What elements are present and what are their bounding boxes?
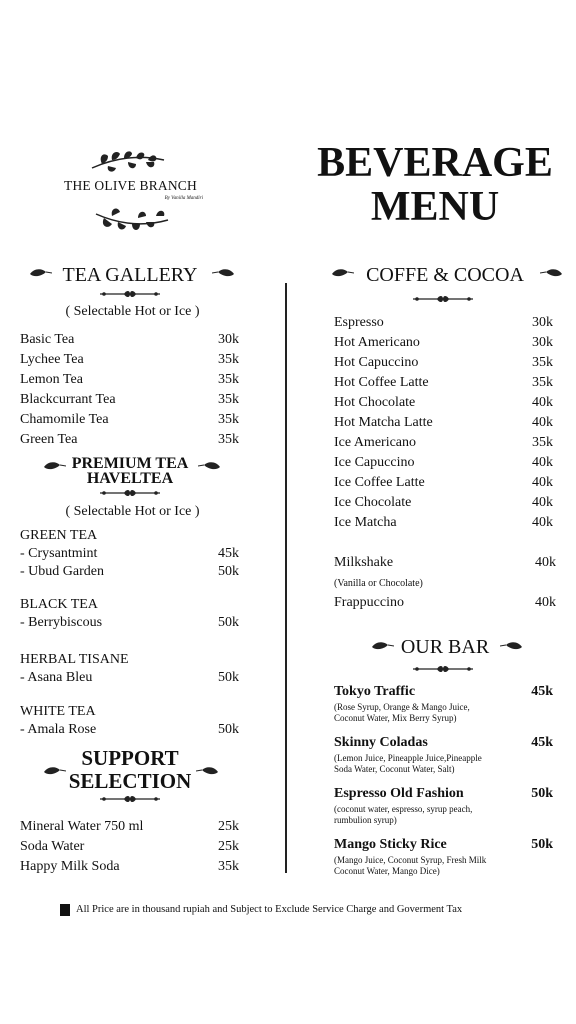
menu-title-line1: BEVERAGE xyxy=(317,140,553,186)
menu-item xyxy=(20,838,239,856)
item-price: 40k xyxy=(535,595,556,610)
bar-title: OUR BAR xyxy=(400,636,490,658)
premium-title-line2: HAVELTEA xyxy=(86,470,174,487)
item-name: HERBAL TISANE xyxy=(20,652,129,667)
menu-item xyxy=(334,414,553,432)
item-description: (Rose Syrup, Orange & Mango Juice, xyxy=(334,702,470,712)
item-description: Coconut Water, Mango Dice) xyxy=(334,866,440,876)
item-description: (Lemon Juice, Pineapple Juice,Pineapple xyxy=(334,753,482,763)
menu-item xyxy=(20,703,239,721)
footer-note: All Price are in thousand rupiah and Subject to Exclude Service Charge and Goverment Tax xyxy=(76,904,463,915)
item-name: Hot Capuccino xyxy=(334,355,419,370)
item-name: Mango Sticky Rice xyxy=(334,837,447,852)
support-title-line2: SELECTION xyxy=(68,769,192,793)
item-name: - Asana Bleu xyxy=(20,670,93,685)
item-name: BLACK TEA xyxy=(20,597,98,612)
item-description: Coconut Water, Mix Berry Syrup) xyxy=(334,713,457,723)
menu-title-line2: MENU xyxy=(370,184,500,230)
item-description: (coconut water, espresso, syrup peach, xyxy=(334,804,473,814)
item-price: 40k xyxy=(535,555,556,570)
item-name: Ice Americano xyxy=(334,435,417,450)
item-price: 50k xyxy=(531,837,553,852)
item-name: Mineral Water 750 ml xyxy=(20,819,144,834)
item-price: 40k xyxy=(532,475,553,490)
item-price: 50k xyxy=(218,615,239,630)
menu-item xyxy=(334,836,553,854)
item-price: 35k xyxy=(532,355,553,370)
item-name: - Berrybiscous xyxy=(20,615,103,630)
item-name: Espresso Old Fashion xyxy=(334,786,464,801)
item-price: 40k xyxy=(532,515,553,530)
item-name: Happy Milk Soda xyxy=(20,859,120,874)
menu-item xyxy=(334,454,553,472)
tea-gallery-title: TEA GALLERY xyxy=(62,264,198,286)
item-name: Ice Capuccino xyxy=(334,455,415,470)
menu-item xyxy=(20,411,239,429)
item-name: Tokyo Traffic xyxy=(334,684,416,699)
flourish-divider-icon xyxy=(100,289,160,299)
item-price: 35k xyxy=(532,375,553,390)
menu-item xyxy=(334,785,553,803)
item-price: 35k xyxy=(218,412,239,427)
item-price: 35k xyxy=(218,859,239,874)
item-description: (Mango Juice, Coconut Syrup, Fresh Milk xyxy=(334,855,487,865)
menu-item xyxy=(20,721,239,739)
item-price: 45k xyxy=(531,735,553,750)
menu-item xyxy=(20,351,239,369)
flourish-divider-icon xyxy=(100,794,160,804)
menu-item xyxy=(20,858,239,876)
item-name: Soda Water xyxy=(20,839,85,854)
item-price: 40k xyxy=(532,495,553,510)
item-price: 50k xyxy=(531,786,553,801)
premium-note: ( Selectable Hot or Ice ) xyxy=(65,504,200,519)
item-name: Frappuccino xyxy=(334,595,404,610)
menu-item xyxy=(334,474,553,492)
item-name: Espresso xyxy=(334,315,384,330)
item-price: 45k xyxy=(218,546,239,561)
menu-item xyxy=(334,334,553,352)
item-price: 30k xyxy=(532,335,553,350)
item-price: 25k xyxy=(218,819,239,834)
item-price: 35k xyxy=(218,432,239,447)
menu-item xyxy=(334,734,553,752)
leaf-icon xyxy=(500,641,522,651)
flourish-divider-icon xyxy=(413,664,473,674)
menu-item xyxy=(20,371,239,389)
menu-item xyxy=(334,554,556,572)
menu-item xyxy=(20,545,239,563)
column-divider xyxy=(285,283,287,873)
leaf-icon xyxy=(196,766,218,776)
olive-branch-icon xyxy=(92,206,172,234)
flourish-divider-icon xyxy=(413,294,473,304)
menu-item xyxy=(334,594,556,612)
coffee-title: COFFE & COCOA xyxy=(366,264,524,286)
item-price: 40k xyxy=(532,415,553,430)
item-name: Hot Matcha Latte xyxy=(334,415,433,430)
menu-item xyxy=(20,651,239,669)
item-name: Chamomile Tea xyxy=(20,412,109,427)
item-price: 40k xyxy=(532,395,553,410)
item-price: 30k xyxy=(532,315,553,330)
menu-item xyxy=(20,596,239,614)
tea-gallery-note: ( Selectable Hot or Ice ) xyxy=(65,304,200,319)
item-name: Hot Chocolate xyxy=(334,395,416,410)
item-name: Ice Coffee Latte xyxy=(334,475,425,490)
item-name: Ice Chocolate xyxy=(334,495,412,510)
olive-branch-icon xyxy=(88,148,168,174)
item-name: Green Tea xyxy=(20,432,78,447)
menu-item xyxy=(20,391,239,409)
leaf-icon xyxy=(30,268,52,278)
item-name: Hot Americano xyxy=(334,335,420,350)
item-price: 35k xyxy=(218,352,239,367)
menu-item xyxy=(20,614,239,632)
item-price: 35k xyxy=(218,392,239,407)
logo-tagline: By Vanilla Mandiri xyxy=(164,196,203,201)
item-price: 25k xyxy=(218,839,239,854)
logo-text: THE OLIVE BRANCH xyxy=(64,178,197,193)
menu-item xyxy=(20,331,239,349)
leaf-icon xyxy=(540,268,562,278)
menu-item xyxy=(20,818,239,836)
footer-square xyxy=(60,904,70,916)
item-name: - Amala Rose xyxy=(20,722,97,737)
item-description: Soda Water, Coconut Water, Salt) xyxy=(334,764,455,774)
item-name: - Ubud Garden xyxy=(20,564,104,579)
menu-item xyxy=(334,494,553,512)
menu-item xyxy=(20,669,239,687)
item-description: rumbulion syrup) xyxy=(334,815,397,825)
menu-item xyxy=(20,431,239,449)
item-name: - Crysantmint xyxy=(20,546,98,561)
item-name: WHITE TEA xyxy=(20,704,96,719)
menu-item xyxy=(20,527,239,545)
item-name: Basic Tea xyxy=(20,332,75,347)
premium-title-line1: PREMIUM TEA xyxy=(71,455,189,472)
menu-item xyxy=(20,563,239,581)
menu-item xyxy=(334,354,553,372)
leaf-icon xyxy=(212,268,234,278)
item-price: 45k xyxy=(531,684,553,699)
menu-item xyxy=(334,374,553,392)
logo xyxy=(58,148,203,236)
menu-item xyxy=(334,314,553,332)
item-price: 50k xyxy=(218,670,239,685)
item-name: Milkshake xyxy=(334,555,394,570)
item-price: 30k xyxy=(218,332,239,347)
item-name: Blackcurrant Tea xyxy=(20,392,116,407)
item-name: Ice Matcha xyxy=(334,515,397,530)
item-name: Lemon Tea xyxy=(20,372,83,387)
item-name: GREEN TEA xyxy=(20,528,98,543)
item-name: Skinny Coladas xyxy=(334,735,428,750)
item-name: Hot Coffee Latte xyxy=(334,375,429,390)
item-price: 50k xyxy=(218,722,239,737)
item-price: 40k xyxy=(532,455,553,470)
flourish-divider-icon xyxy=(100,488,160,498)
support-title-line1: SUPPORT xyxy=(81,746,179,770)
menu-item xyxy=(334,683,553,701)
item-price: 35k xyxy=(218,372,239,387)
item-price: 35k xyxy=(532,435,553,450)
menu-item xyxy=(334,434,553,452)
item-name: Lychee Tea xyxy=(20,352,84,367)
item-note: (Vanilla or Chocolate) xyxy=(334,578,423,589)
menu-item xyxy=(334,394,553,412)
menu-item xyxy=(334,514,553,532)
item-price: 50k xyxy=(218,564,239,579)
